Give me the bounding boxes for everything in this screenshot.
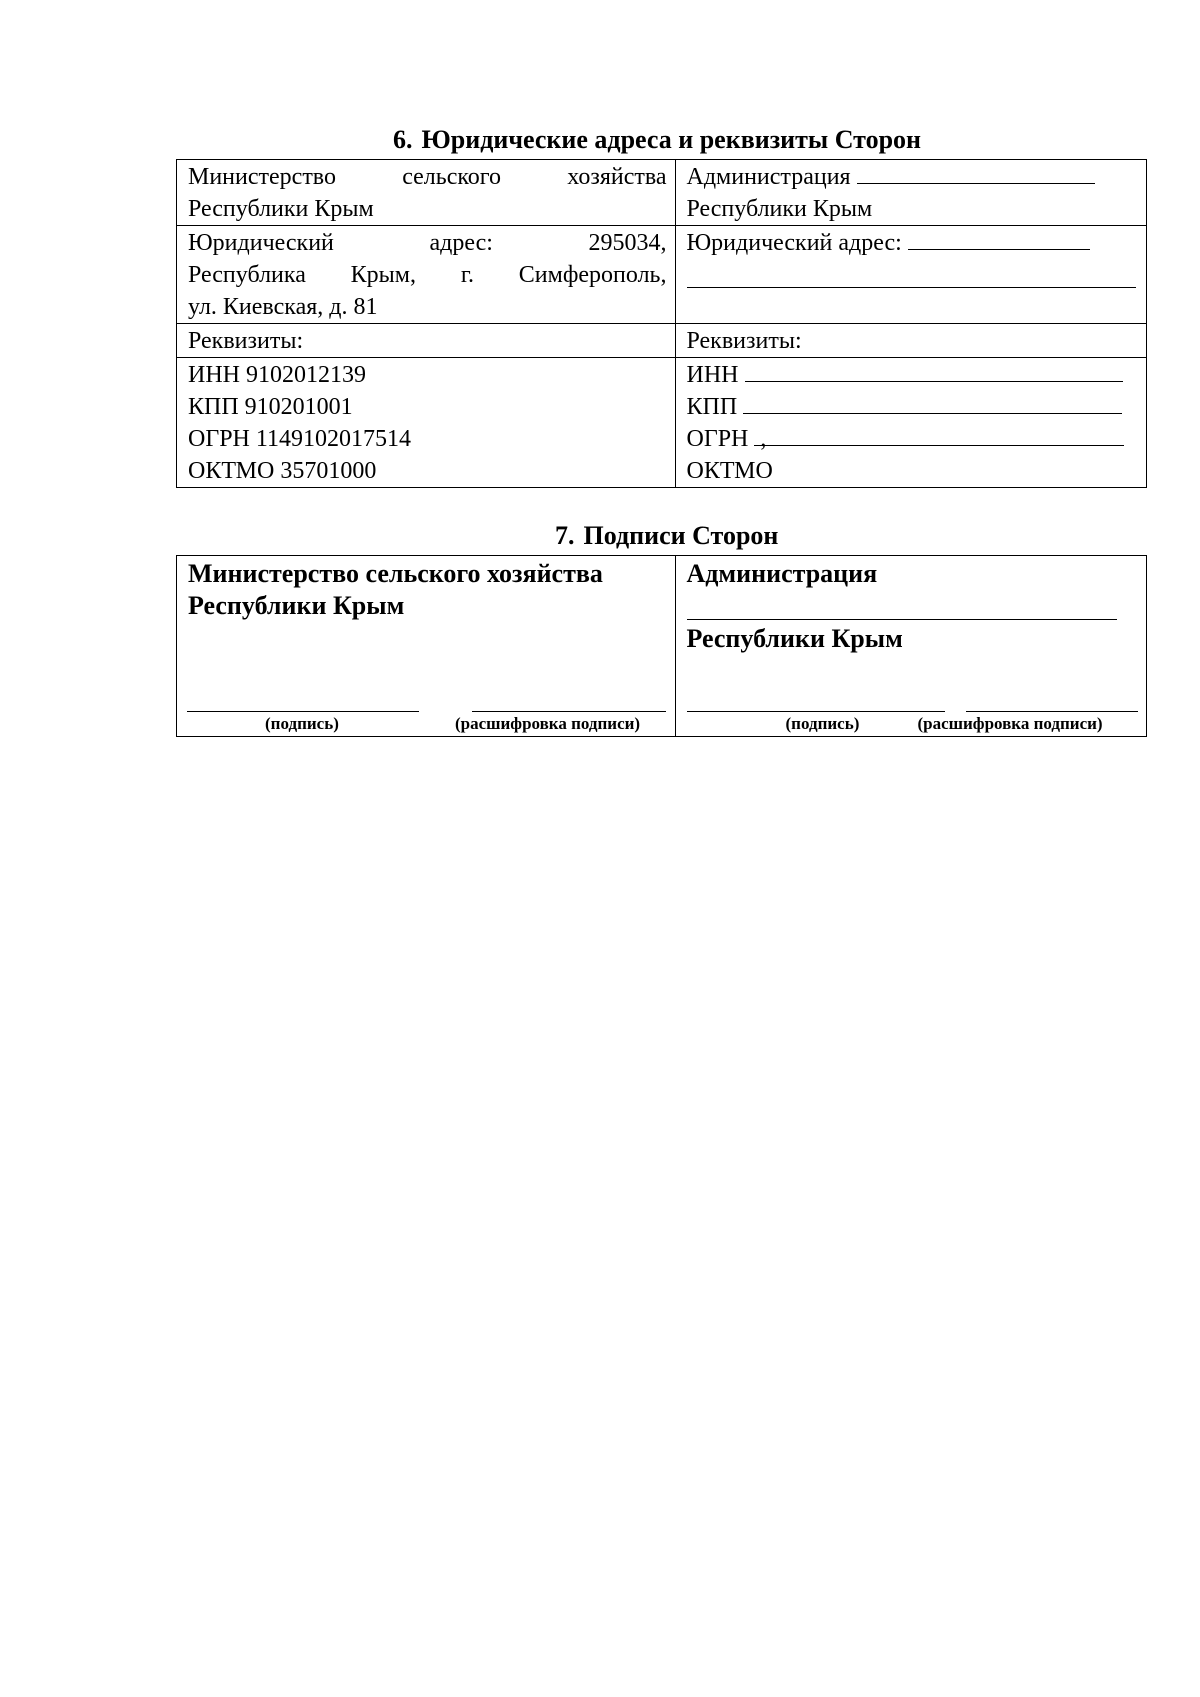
left-sig-org-line1: Министерство сельского хозяйства	[188, 559, 603, 588]
left-address2-word-4: Симферополь,	[518, 262, 667, 288]
right-org-name: Администрация	[686, 164, 851, 190]
right-address-cell	[675, 226, 1147, 324]
left-org-word-2: сельского	[402, 164, 502, 190]
left-org-line2: Республики Крым	[188, 196, 374, 222]
left-signature-caption: (подпись)	[265, 714, 339, 733]
left-requisites-label: Реквизиты:	[188, 328, 304, 354]
left-decode-line	[472, 711, 666, 712]
left-address-line2	[188, 259, 667, 291]
left-kpp: КПП 910201001	[188, 394, 353, 420]
right-ogrn-label: ОГРН	[686, 426, 749, 452]
left-organization-cell	[177, 160, 676, 226]
right-inn-blank	[745, 359, 1123, 382]
left-inn: ИНН 9102012139	[188, 362, 366, 388]
left-signature-cell	[177, 556, 676, 737]
right-ogrn-line	[687, 423, 1139, 455]
requisites-row-organization	[177, 160, 1147, 226]
section-7-title-text: Подписи Сторон	[583, 521, 779, 550]
right-org-name-line	[687, 619, 1117, 620]
right-org-name-blank	[857, 161, 1095, 184]
left-org-line1	[188, 161, 667, 193]
requisites-row-values	[177, 358, 1147, 488]
right-signature-cell	[675, 556, 1147, 737]
right-address-blank-2	[687, 259, 1137, 288]
requisites-table	[176, 159, 1147, 488]
right-signature-caption: (подпись)	[785, 714, 860, 733]
right-address-label: Юридический адрес:	[686, 230, 902, 256]
left-signature-line	[187, 711, 419, 712]
section-6-title	[393, 125, 921, 155]
left-address-word-2: адрес:	[429, 230, 493, 256]
right-signature-line	[687, 711, 945, 712]
right-ogrn-mark: ,	[760, 426, 767, 452]
right-decode-line	[966, 711, 1138, 712]
right-organization-cell	[675, 160, 1147, 226]
right-ogrn-blank	[754, 423, 1124, 452]
left-address2-word-2: Крым,	[350, 262, 416, 288]
right-oktmo-line: ОКТМО	[686, 458, 773, 484]
right-address-blank-1	[908, 227, 1090, 250]
signatures-row	[177, 556, 1147, 737]
left-address2-word-3: г.	[460, 262, 474, 288]
right-kpp-label: КПП	[686, 394, 738, 420]
requisites-row-label	[177, 324, 1147, 358]
left-oktmo: ОКТМО 35701000	[188, 458, 377, 484]
right-kpp-line	[687, 391, 1139, 423]
left-org-word-1: Министерство	[188, 164, 336, 190]
left-sig-org-line2: Республики Крым	[188, 591, 405, 620]
left-address-word-3: 295034,	[588, 230, 667, 256]
right-address-line1	[687, 227, 1139, 259]
left-address-word-1: Юридический	[188, 230, 334, 256]
right-org-line2: Республики Крым	[686, 196, 873, 222]
left-address-line1	[188, 227, 667, 259]
section-7-number: 7.	[555, 521, 575, 550]
left-address-cell	[177, 226, 676, 324]
right-kpp-blank	[743, 391, 1122, 414]
left-requisites-label-cell	[177, 324, 676, 358]
right-inn-line	[687, 359, 1139, 391]
right-org-line1	[687, 161, 1139, 193]
right-requisites-label: Реквизиты:	[686, 328, 802, 354]
signatures-table	[176, 555, 1147, 737]
right-requisites-values-cell	[675, 358, 1147, 488]
left-decode-caption: (расшифровка подписи)	[455, 714, 641, 733]
left-ogrn: ОГРН 1149102017514	[188, 426, 411, 452]
left-requisites-values-cell	[177, 358, 676, 488]
right-requisites-label-cell	[675, 324, 1147, 358]
left-org-word-3: хозяйства	[567, 164, 667, 190]
section-6-number: 6.	[393, 125, 413, 154]
section-7-title	[555, 521, 778, 551]
right-sig-org-line2: Республики Крым	[686, 624, 903, 653]
left-address-line3: ул. Киевская, д. 81	[188, 294, 378, 320]
right-inn-label: ИНН	[686, 362, 739, 388]
left-address2-word-1: Республика	[188, 262, 306, 288]
requisites-row-address	[177, 226, 1147, 324]
right-decode-caption: (расшифровка подписи)	[917, 714, 1103, 733]
right-sig-org-line1: Администрация	[686, 559, 878, 588]
section-6-title-text: Юридические адреса и реквизиты Сторон	[421, 125, 922, 154]
